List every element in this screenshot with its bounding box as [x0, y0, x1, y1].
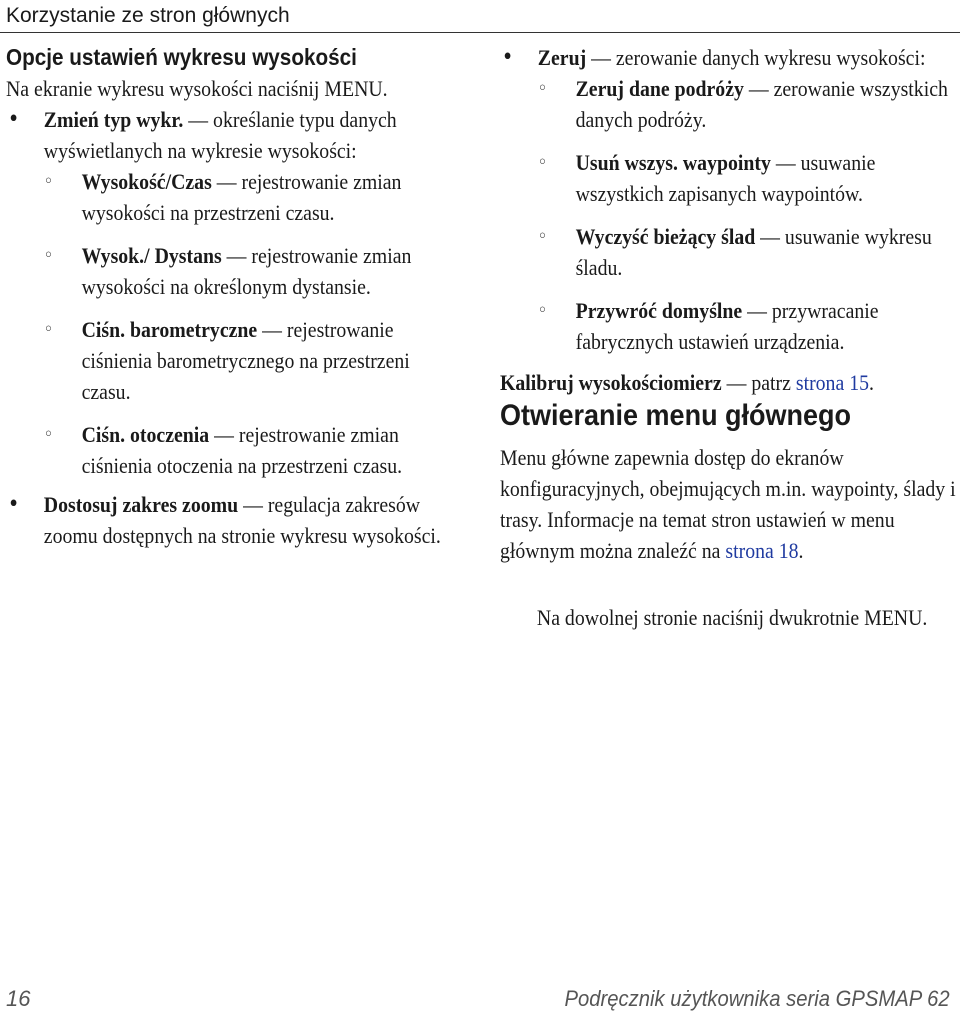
list-item-reset: • Zeruj — zerowanie danych wykresu wysokości: ◦ Zeruj dane podróży — zerowanie wszystkich danych podróży. ◦ Usuń wszys. waypointy — usuwanie wszystkich zapisanych waypointów. ◦ Wyczyść bieżący ślad — usuwanie wykresu śladu. ◦ Przywróć domyślne — przywracanie fabrycznych ustawień urządzenia.	[500, 42, 959, 357]
sublist-item: ◦ Wysokość/Czas — rejestrowanie zmian wysokości na przestrzeni czasu.	[44, 166, 452, 228]
main-menu-paragraph: Menu główne zapewnia dostęp do ekranów konfiguracyjnych, obejmujących m.in. waypointy, ślady i trasy. Informacje na temat stron ustawień w menu głównym można znaleźć na strona 18.	[500, 445, 956, 563]
header-rule	[0, 32, 960, 33]
page-15-link[interactable]: strona 15	[795, 370, 869, 395]
sublist-item: ◦ Ciśn. barometryczne — rejestrowanie ciśnienia barometrycznego na przestrzeni czasu.	[44, 314, 452, 407]
manual-title: Podręcznik użytkownika seria GPSMAP 62	[564, 986, 950, 1011]
menu-key: MENU	[864, 605, 923, 630]
page-number: 16	[6, 986, 31, 1011]
sublist-item: ◦ Przywróć domyślne — przywracanie fabrycznych ustawień urządzenia.	[538, 295, 959, 357]
list-item-change-plot-type: • Zmień typ wykr. — określanie typu danych wyświetlanych na wykresie wysokości: ◦ Wysokość/Czas — rejestrowanie zmian wysokości na przestrzeni czasu. ◦ Wysok./ Dystans — rejestrowanie zmian wysokości na określonym dystansie. ◦ Ciśn. barometryczne — rejestrowanie ciśnienia barometrycznego na przestrzeni czasu. ◦ Ciśn. otoczenia — rejestrowanie zmian ciśnienia otoczenia na przestrzeni czasu.	[6, 104, 452, 481]
instruction-step: Na dowolnej stronie naciśnij dwukrotnie MENU.	[536, 605, 928, 630]
sublist-item: ◦ Wyczyść bieżący ślad — usuwanie wykresu śladu.	[538, 221, 959, 283]
running-header: Korzystanie ze stron głównych	[6, 4, 290, 27]
left-column	[6, 42, 452, 551]
page-18-link[interactable]: strona 18	[725, 538, 799, 563]
sublist-item: ◦ Ciśn. otoczenia — rejestrowanie zmian ciśnienia otoczenia na przestrzeni czasu.	[44, 419, 452, 481]
reset-sublist	[538, 73, 959, 357]
sublist-item: ◦ Usuń wszys. waypointy — usuwanie wszystkich zapisanych waypointów.	[538, 147, 959, 209]
right-column	[500, 42, 959, 633]
list-item-adjust-zoom: • Dostosuj zakres zoomu — regulacja zakresów zoomu dostępnych na stronie wykresu wysokości.	[6, 489, 452, 551]
sublist-item: ◦ Zeruj dane podróży — zerowanie wszystkich danych podróży.	[538, 73, 959, 135]
intro-paragraph: Na ekranie wykresu wysokości naciśnij MENU.	[6, 76, 388, 101]
section-heading-elevation-options: Opcje ustawień wykresu wysokości	[6, 44, 357, 70]
menu-key: MENU	[324, 76, 383, 101]
options-list	[6, 104, 452, 551]
plot-type-sublist	[44, 166, 452, 481]
section-heading-main-menu: Otwieranie menu głównego	[500, 399, 852, 432]
sublist-item: ◦ Wysok./ Dystans — rejestrowanie zmian wysokości na określonym dystansie.	[44, 240, 452, 302]
reset-list	[500, 42, 959, 357]
calibrate-altimeter-paragraph: Kalibruj wysokościomierz — patrz strona 15.	[500, 370, 874, 395]
